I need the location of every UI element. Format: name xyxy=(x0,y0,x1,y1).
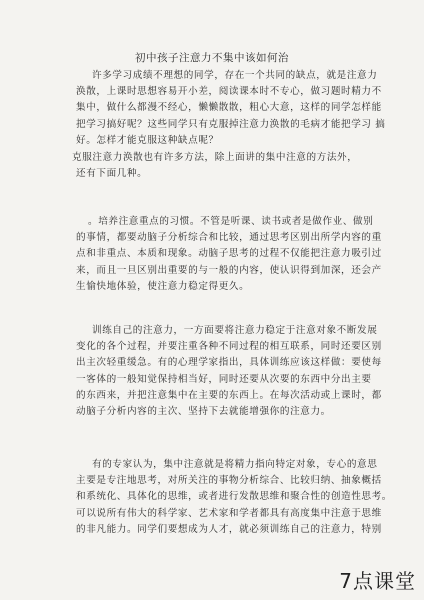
paragraph-line: 的事情，都要动脑子分析综合和比较，通过思考区别出所学内容的重 xyxy=(76,232,382,244)
paragraph-line: 出主次轻重缓急。有的心理学家指出，具体训练应该这样做：要使每 xyxy=(76,357,382,369)
paragraph-line: 变化的各个过程，并要注重各种不同过程的相互联系，同时还要区别 xyxy=(76,341,382,353)
paragraph-line: 把学习搞好呢？这些同学只有克服掉注意力涣散的毛病才能把学习 搞 xyxy=(76,118,386,130)
paragraph-line: 可以说所有伟大的科学家、艺术家和学者都具有高度集中注意于思维 xyxy=(76,507,382,519)
watermark-logo: 7点课堂 xyxy=(339,569,416,593)
paragraph-line: 有的专家认为，集中注意就是将精力指向特定对象，专心的意思 xyxy=(92,459,378,470)
paragraph-line: 动脑子分析内容的主次、坚持下去就能增强你的注意力。 xyxy=(76,406,331,418)
paragraph-line: 克服注意力涣散也有许多方法，除上面讲的集中注意的方法外， xyxy=(72,152,358,163)
paragraph-line: 集中，做什么都漫不经心，懒懒散散，粗心大意，这样的同学怎样能 xyxy=(76,102,382,114)
paragraph-2 xyxy=(72,150,358,182)
paragraph-line: 许多学习成绩不理想的同学，存在一个共同的缺点，就是注意力 xyxy=(92,70,378,81)
paragraph-5 xyxy=(76,457,393,538)
paragraph-line: 的东西来，并把注意集中在主要的东西上。在每次活动或上课时，都 xyxy=(76,389,382,401)
paragraph-line: 的非凡能力。同学们要想成为人才，就必须训练自己的注意力，特别 xyxy=(76,523,382,535)
paragraph-line: 点和非重点、本质和现象。动脑子思考的过程不仅能把注意力吸引过 xyxy=(76,248,382,260)
paragraph-line: 。培养注意重点的习惯。不管是听课、读书或者是做作业、做别 xyxy=(88,216,374,227)
paragraph-line: 来，而且一旦区别出重要的与一般的内容，使认识得到加深，还会产 xyxy=(76,264,382,276)
paragraph-line: 涣散，上课时思想容易开小差，阅读课本时不专心，做习题时精力不 xyxy=(76,86,382,98)
paragraph-4 xyxy=(76,323,382,420)
paragraph-line: 生愉快地体验，使注意力稳定得更久。 xyxy=(76,280,250,292)
paragraph-line: 还有下面几种。 xyxy=(76,168,148,180)
paragraph-3 xyxy=(76,214,382,295)
paragraph-1 xyxy=(76,68,386,149)
paragraph-line: 一客体的一般知觉保持相当好，同时还要从次要的东西中分出主要 xyxy=(76,373,372,385)
document-title: 初中孩子注意力不集中该如何治 xyxy=(135,52,289,64)
paragraph-line: 训练自己的注意力，一方面要将注意力稳定于注意对象不断发展 xyxy=(92,325,378,336)
paragraph-line: 主要是专注地思考，对所关注的事物分析综合、比较归纳、抽象概括 xyxy=(76,475,382,487)
paragraph-line: 和系统化、具体化的思维，或者进行发散思维和聚合性的创造性思考。 xyxy=(76,491,393,503)
paragraph-line: 好。怎样才能克服这种缺点呢？ xyxy=(76,134,219,146)
